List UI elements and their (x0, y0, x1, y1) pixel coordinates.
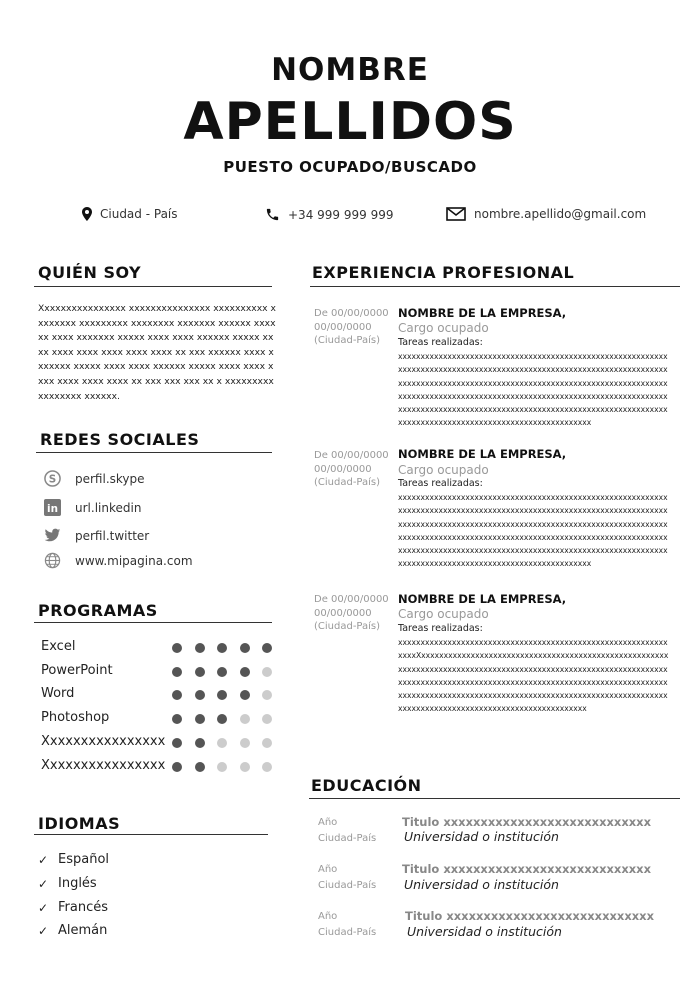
rating-dot (262, 762, 272, 772)
program-rating (172, 643, 285, 653)
date-to: 00/00/0000 (314, 607, 372, 619)
date-to: 00/00/0000 (314, 321, 372, 333)
date-place: (Ciudad-País) (314, 621, 381, 632)
contact-email (446, 207, 646, 221)
language-item (38, 852, 109, 867)
program-rating (172, 762, 285, 772)
twitter-icon (44, 528, 61, 543)
language-name: Inglés (58, 876, 97, 891)
programs-divider (34, 622, 272, 623)
rating-dot (172, 738, 182, 748)
tasks-label: Tareas realizadas: (398, 337, 483, 348)
program-name: Word (41, 686, 75, 701)
language-item (38, 923, 107, 938)
rating-dot (195, 643, 205, 653)
job-role: Cargo ocupado (398, 463, 489, 477)
education-place: Ciudad-País (318, 927, 377, 938)
phone-icon (265, 207, 280, 222)
about-title: QUIÉN SOY (38, 263, 142, 282)
rating-dot (217, 690, 227, 700)
first-name: NOMBRE (271, 52, 429, 88)
rating-dot (195, 762, 205, 772)
program-rating (172, 690, 285, 700)
checkmark-icon: ✓ (38, 876, 49, 891)
education-degree: Titulo xxxxxxxxxxxxxxxxxxxxxxxxxxxx (405, 909, 655, 923)
education-institution: Universidad o institución (407, 924, 562, 939)
program-name: Xxxxxxxxxxxxxxxx (41, 734, 166, 749)
last-name: APELLIDOS (183, 92, 517, 152)
job-role: Cargo ocupado (398, 607, 489, 621)
social-divider (36, 452, 272, 453)
language-name: Francés (58, 900, 109, 915)
language-item (38, 900, 108, 915)
rating-dot (217, 643, 227, 653)
programs-title: PROGRAMAS (38, 601, 158, 620)
rating-dot (217, 714, 227, 724)
rating-dot (172, 690, 182, 700)
experience-dates (314, 449, 389, 490)
contact-phone (265, 207, 393, 222)
date-to: 00/00/0000 (314, 463, 372, 475)
envelope-icon (446, 207, 466, 221)
program-name: Xxxxxxxxxxxxxxxx (41, 758, 166, 773)
rating-dot (262, 667, 272, 677)
rating-dot (262, 714, 272, 724)
company-name: NOMBRE DE LA EMPRESA, (398, 306, 567, 320)
social-item-twitter[interactable] (44, 528, 149, 543)
date-from: De 00/00/0000 (314, 308, 389, 319)
globe-icon (44, 552, 61, 569)
date-from: De 00/00/0000 (314, 450, 389, 461)
education-degree: Titulo xxxxxxxxxxxxxxxxxxxxxxxxxxxx (402, 862, 652, 876)
rating-dot (195, 714, 205, 724)
rating-dot (240, 714, 250, 724)
date-from: De 00/00/0000 (314, 594, 389, 605)
social-label: perfil.twitter (75, 528, 150, 543)
rating-dot (240, 690, 250, 700)
location-text: Ciudad - País (100, 207, 178, 221)
rating-dot (172, 762, 182, 772)
job-role: Cargo ocupado (398, 321, 489, 335)
checkmark-icon: ✓ (38, 900, 49, 915)
experience-dates (314, 593, 389, 634)
date-place: (Ciudad-País) (314, 335, 381, 346)
rating-dot (262, 738, 272, 748)
rating-dot (240, 738, 250, 748)
rating-dot (195, 690, 205, 700)
rating-dot (172, 643, 182, 653)
education-title: EDUCACIÓN (311, 776, 422, 795)
languages-title: IDIOMAS (38, 814, 121, 833)
education-degree: Titulo xxxxxxxxxxxxxxxxxxxxxxxxxxxx (402, 815, 652, 829)
languages-divider (34, 834, 268, 835)
social-item-skype[interactable] (44, 470, 145, 487)
program-name: Excel (41, 639, 76, 654)
education-meta (318, 862, 376, 894)
education-place: Ciudad-País (318, 833, 377, 844)
education-institution: Universidad o institución (404, 829, 559, 844)
language-name: Español (58, 852, 110, 867)
education-year: Año (318, 864, 338, 875)
tasks-text: xxxxxxxxxxxxxxxxxxxxxxxxxxxxxxxxxxxxxxxxxxxxxxxxxxxxxxxxxxxxxxxxxxxxxxxxxxxxxxxxxxxxxxxxxxxxxxxxxxxxxxxxxxxxxxxxxxxxxxxxxxxxxxxxxxxxxxxxxxxxxxxxxxxxxxxxxxxxxxxxxxxxxxxxxxxxxxxxxxxxxxxxxxxxxxxxxxxxxxxxxxxxxxxxxxxxxxxxxxxxxxxxxxxxxxxxxxxxxxxxxxxxxxxxxxxxxxxxxxxxxxxxxxxxxxxxxxxxxxxxxxxxxxxxxxxxxxxxxxxxxxxxxxxxxxxxxxxxxxxxxxxxxxxxxxxxxxxxxxxxxxx (398, 352, 668, 428)
rating-dot (240, 643, 250, 653)
program-name: PowerPoint (41, 663, 113, 678)
location-pin-icon (82, 207, 92, 221)
rating-dot (172, 667, 182, 677)
education-meta (318, 909, 376, 941)
tasks-label: Tareas realizadas: (398, 478, 483, 489)
skype-icon (44, 470, 61, 487)
rating-dot (262, 643, 272, 653)
education-meta (318, 815, 376, 847)
experience-title: EXPERIENCIA PROFESIONAL (312, 263, 575, 282)
rating-dot (195, 738, 205, 748)
about-text: Xxxxxxxxxxxxxxxx xxxxxxxxxxxxxxx xxxxxxxxxx xxxxxxxx xxxxxxxxx xxxxxxxx xxxxxxx xxxxxx xxxxxx xxxx xxxxxxx xxxxx xxxx xxxx xxxxxx xxxxx xxxx xxxx xxxx xxxx xxxx xxxx xx xxx xxxxxx xxxx xxxxxxx xxxxx xxxx xxxx xxxxxx xxxxx xxxx xxxx xxxx xxxx xxxx xxxx xx xxx xxx xxx xx x xxxxxxxxxxxxxxxxx xxxxxx. (38, 303, 276, 402)
rating-dot (172, 714, 182, 724)
phone-text: +34 999 999 999 (288, 207, 394, 222)
position-title: PUESTO OCUPADO/BUSCADO (223, 158, 477, 176)
experience-divider (310, 286, 680, 287)
svg-text:in: in (47, 503, 58, 516)
rating-dot (240, 667, 250, 677)
education-year: Año (318, 911, 338, 922)
company-name: NOMBRE DE LA EMPRESA, (398, 592, 567, 606)
rating-dot (240, 762, 250, 772)
email-text[interactable]: nombre.apellido@gmail.com (474, 207, 647, 221)
experience-dates (314, 307, 389, 348)
social-label: perfil.skype (75, 471, 145, 486)
program-rating (172, 714, 285, 724)
language-name: Alemán (58, 923, 108, 938)
date-place: (Ciudad-País) (314, 477, 381, 488)
rating-dot (262, 690, 272, 700)
education-institution: Universidad o institución (404, 877, 559, 892)
social-title: REDES SOCIALES (40, 430, 200, 449)
language-item (38, 876, 97, 891)
education-year: Año (318, 817, 338, 828)
svg-text:S: S (48, 473, 57, 486)
rating-dot (217, 738, 227, 748)
about-divider (34, 286, 272, 287)
company-name: NOMBRE DE LA EMPRESA, (398, 447, 567, 461)
program-rating (172, 738, 285, 748)
tasks-text: xxxxxxxxxxxxxxxxxxxxxxxxxxxxxxxxxxxxxxxxxxxxxxxxxxxxxxxxxxxxxxxxXxxxxxxxxxxxxxxxxxxxxxxxxxxxxxxxxxxxxxxxxxxxxxxxxxxxxxxxxxxxxxxxxxxxxxxxxxxxxxxxxxxxxxxxxxxxxxxxxxxxxxxxxxxxxxxxxxxxxxxxxxxxxxxxxxxxxxxxxxxxxxxxxxxxxxxxxxxxxxxxxxxxxxxxxxxxxxxxxxxxxxxxxxxxxxxxxxxxxxxxxxxxxxxxxxxxxxxxxxxxxxxxxxxxxxxxxxxxxxxxxxxxxxxxxxxxxxxxxxxxxxxxxxxxxxxxxxxxxx (398, 638, 669, 714)
rating-dot (195, 667, 205, 677)
education-divider (309, 798, 680, 799)
education-place: Ciudad-País (318, 880, 377, 891)
tasks-label: Tareas realizadas: (398, 623, 483, 634)
checkmark-icon: ✓ (38, 923, 49, 938)
contact-location (82, 207, 178, 221)
rating-dot (217, 667, 227, 677)
tasks-text: xxxxxxxxxxxxxxxxxxxxxxxxxxxxxxxxxxxxxxxxxxxxxxxxxxxxxxxxxxxxxxxxxxxxxxxxxxxxxxxxxxxxxxxxxxxxxxxxxxxxxxxxxxxxxxxxxxxxxxxxxxxxxxxxxxxxxxxxxxxxxxxxxxxxxxxxxxxxxxxxxxxxxxxxxxxxxxxxxxxxxxxxxxxxxxxxxxxxxxxxxxxxxxxxxxxxxxxxxxxxxxxxxxxxxxxxxxxxxxxxxxxxxxxxxxxxxxxxxxxxxxxxxxxxxxxxxxxxxxxxxxxxxxxxxxxxxxxxxxxxxxxxxxxxxxxxxxxxxxxxxxxxxxxxxxxxxxxxxxxxxxx (398, 493, 668, 569)
social-item-website[interactable] (44, 552, 193, 569)
linkedin-icon (44, 499, 61, 516)
rating-dot (217, 762, 227, 772)
social-label: url.linkedin (75, 500, 142, 515)
checkmark-icon: ✓ (38, 852, 49, 867)
social-item-linkedin[interactable] (44, 499, 141, 516)
program-name: Photoshop (41, 710, 110, 725)
social-label: www.mipagina.com (75, 553, 193, 568)
program-rating (172, 667, 285, 677)
